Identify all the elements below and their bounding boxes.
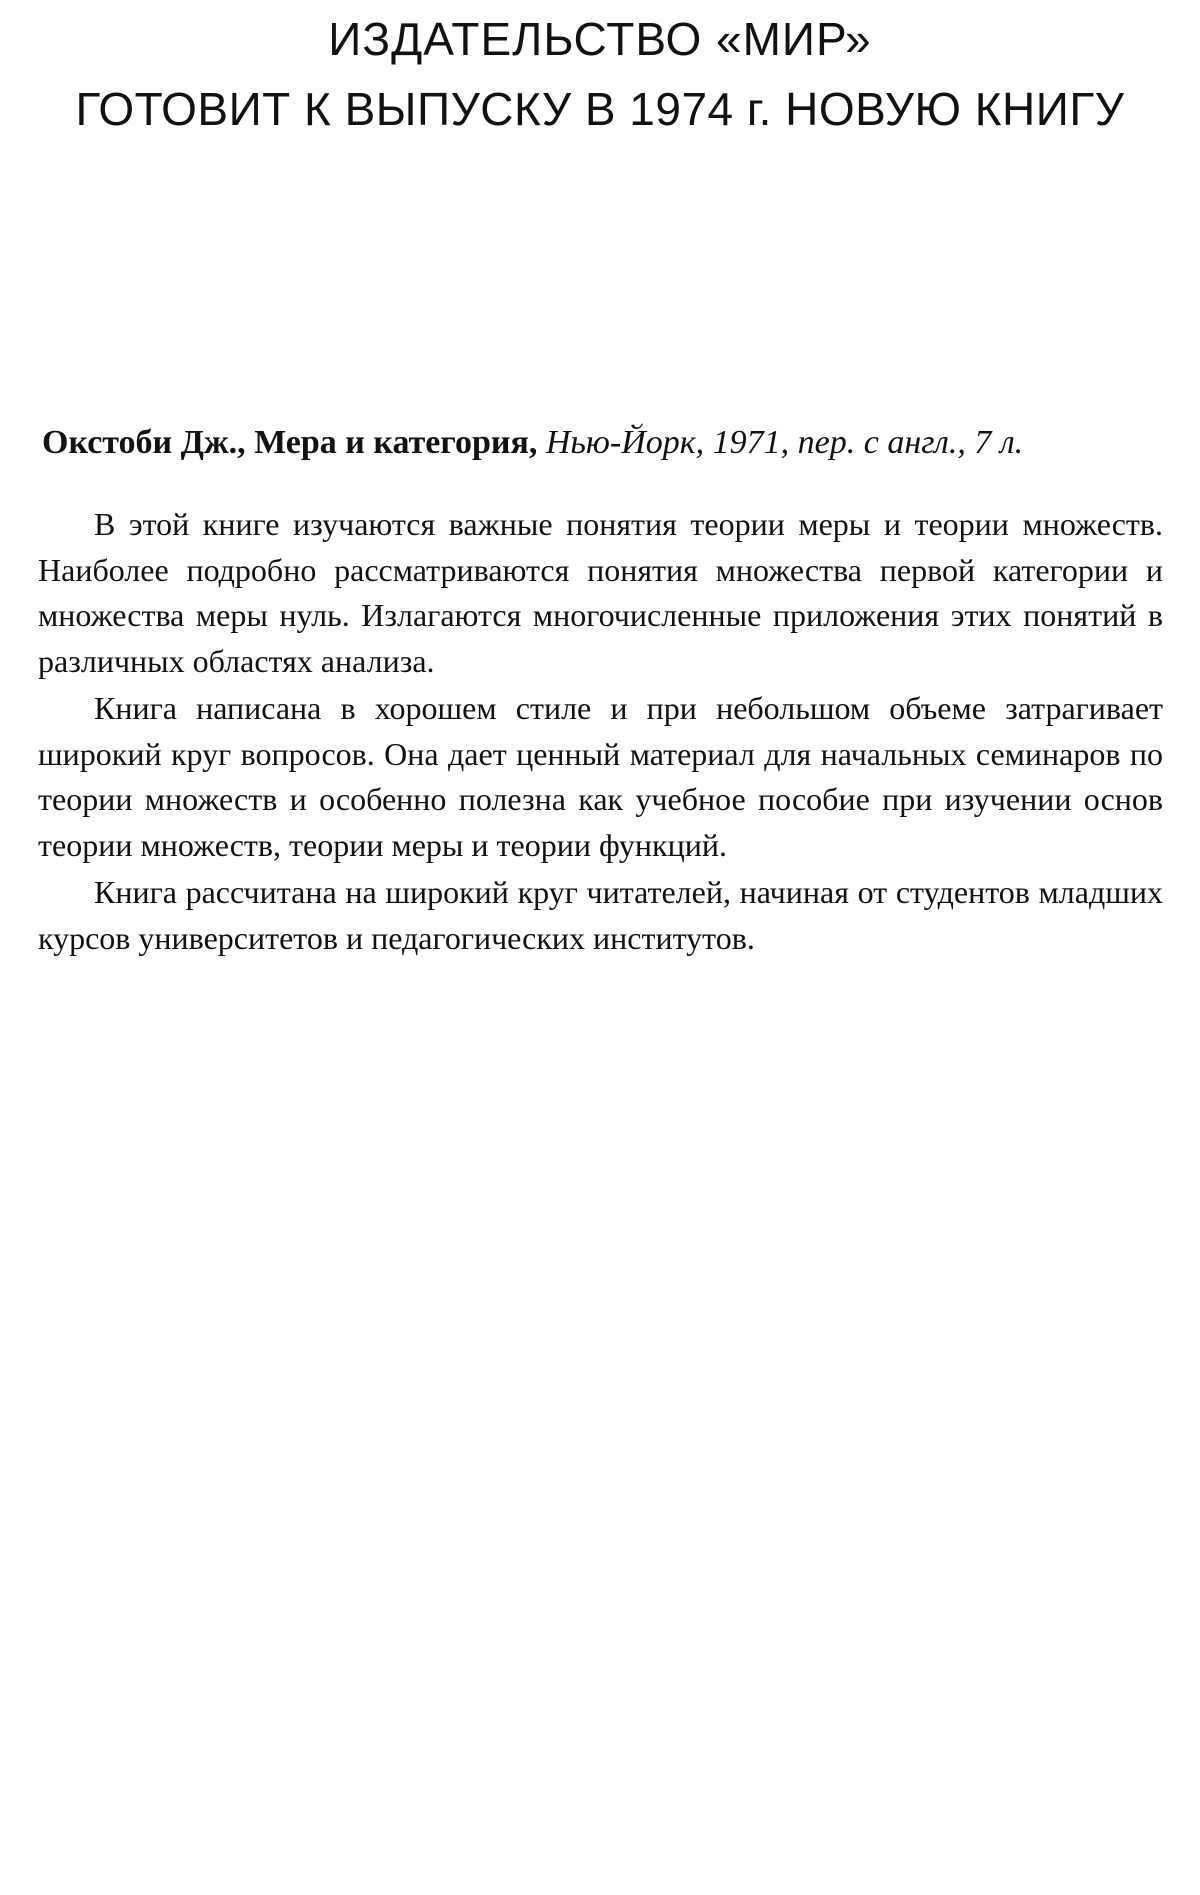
paragraph-1: В этой книге изучаются важные понятия теории меры и теории множеств. Наиболее подробно рассматриваются понятия множества первой категории и множества меры нуль. Излагаются многочисленные приложения этих понятий в различных областях анализа. bbox=[38, 506, 1163, 679]
paragraph-2: Книга написана в хорошем стиле и при небольшом объеме затрагивает широкий круг вопросов. Она дает ценный материал для начальных семинаров по теории множеств и особенно полезна как учебное пособие при изучении основ теории множеств, теории меры и теории функций. bbox=[38, 690, 1163, 863]
book-citation bbox=[42, 424, 1162, 462]
citation-publication: Нью-Йорк, 1971, пер. с англ., 7 л. bbox=[545, 424, 1024, 461]
citation-author-title: Окстоби Дж., Мера и категория, bbox=[42, 424, 538, 461]
paragraph-3: Книга рассчитана на широкий круг читателей, начиная от студентов младших курсов университетов и педагогических институтов. bbox=[38, 874, 1163, 956]
announcement-heading: ГОТОВИТ К ВЫПУСКУ В 1974 г. НОВУЮ КНИГУ bbox=[75, 83, 1125, 135]
publisher-heading: ИЗДАТЕЛЬСТВО «МИР» bbox=[328, 13, 872, 65]
description-text bbox=[38, 502, 1163, 963]
